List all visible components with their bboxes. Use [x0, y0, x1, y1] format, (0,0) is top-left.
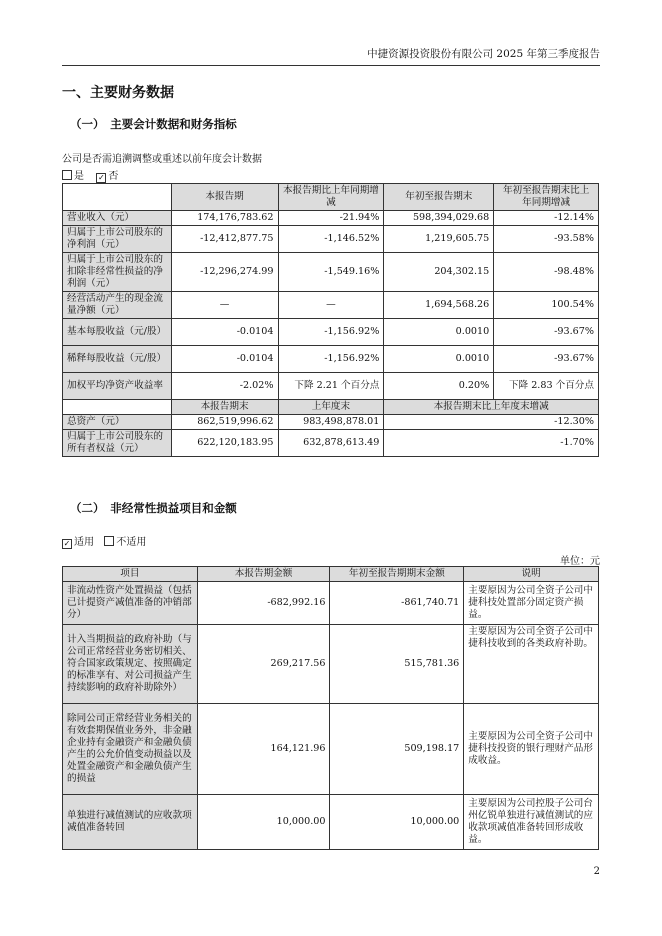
table-cell: 1,219,605.75	[384, 226, 494, 253]
table-cell: 1,694,568.26	[384, 292, 494, 319]
table-header: 本报告期末	[171, 400, 278, 415]
header-divider	[62, 65, 600, 66]
table-cell: 0.20%	[384, 373, 494, 400]
table-cell: 10,000.00	[330, 795, 464, 850]
item-label: 单独进行减值测试的应收款项减值准备转回	[63, 795, 198, 850]
subsection-title-2: （二） 非经常性损益项目和金额	[70, 501, 237, 515]
applicable-options	[62, 533, 146, 549]
table-cell: 862,519,996.62	[171, 415, 278, 430]
table-cell: -12.14%	[494, 211, 599, 226]
row-label: 稀释每股收益（元/股）	[63, 346, 172, 373]
blank-header-cell	[63, 400, 172, 415]
item-label: 除同公司正常经营业务相关的有效套期保值业务外，非金融企业持有金融资产和金融负债产生的公允价值变动损益以及处置金融资产和金融负债产生的损益	[63, 704, 198, 795]
row-label: 营业收入（元）	[63, 211, 172, 226]
page-header: 中捷资源投资股份有限公司 2025 年第三季度报告	[367, 48, 600, 60]
checkbox-applicable[interactable]: ✓	[63, 539, 71, 548]
option-no-label: 否	[108, 171, 119, 182]
row-label: 归属于上市公司股东的净利润（元）	[63, 226, 172, 253]
table-header: 说明	[464, 567, 599, 582]
section-title: 一、主要财务数据	[62, 85, 174, 101]
table-cell: 509,198.17	[330, 704, 464, 795]
note-cell: 主要原因为公司控股子公司台州亿锐单独进行减值测试的应收款项减值准备转回形成收益。	[464, 795, 599, 850]
table-cell: -93.58%	[494, 226, 599, 253]
applicable-label: 适用	[74, 537, 94, 548]
table-cell: 204,302.15	[384, 253, 494, 292]
unit-label: 单位：元	[560, 556, 600, 567]
page-number: 2	[593, 866, 600, 877]
table-cell: -2.02%	[171, 373, 278, 400]
table-cell: —	[278, 292, 384, 319]
table-cell: -1,146.52%	[278, 226, 384, 253]
note-cell: 主要原因为公司全资子公司中捷科技收到的各类政府补助。	[464, 625, 599, 704]
table-cell: -21.94%	[278, 211, 384, 226]
table-cell: -1,156.92%	[278, 346, 384, 373]
table-cell: 983,498,878.01	[278, 415, 384, 430]
table-cell: 164,121.96	[197, 704, 330, 795]
table-cell: 269,217.56	[197, 625, 330, 704]
table-header: 项目	[63, 567, 198, 582]
row-label: 基本每股收益（元/股）	[63, 319, 172, 346]
table-cell: -12,412,877.75	[171, 226, 278, 253]
table-cell: -861,740.71	[330, 582, 464, 625]
table-header: 上年度末	[278, 400, 384, 415]
row-label: 经营活动产生的现金流量净额（元）	[63, 292, 172, 319]
table-cell: -12,296,274.99	[171, 253, 278, 292]
checkbox-not-applicable[interactable]	[104, 536, 114, 546]
table-header: 本报告期金额	[197, 567, 330, 582]
subsection-title-1: （一） 主要会计数据和财务指标	[70, 117, 237, 131]
table-cell: -98.48%	[494, 253, 599, 292]
table-cell: -1.70%	[384, 430, 599, 457]
not-applicable-label: 不适用	[116, 537, 147, 548]
table-cell: -93.67%	[494, 346, 599, 373]
financial-indicators-table	[62, 183, 599, 457]
checkbox-yes[interactable]	[62, 170, 72, 180]
row-label: 总资产（元）	[63, 415, 172, 430]
table-header: 本报告期末比上年度末增减	[384, 400, 599, 415]
note-cell: 主要原因为公司全资子公司中捷科技投资的银行理财产品形成收益。	[464, 704, 599, 795]
table-header: 本报告期比上年同期增减	[278, 184, 384, 211]
table-header: 年初至报告期期末金额	[330, 567, 464, 582]
table-cell: 10,000.00	[197, 795, 330, 850]
table-cell: -1,549.16%	[278, 253, 384, 292]
table-cell: 632,878,613.49	[278, 430, 384, 457]
table-cell: 515,781.36	[330, 625, 464, 704]
table-cell: -1,156.92%	[278, 319, 384, 346]
table-cell: —	[171, 292, 278, 319]
table-cell: -682,992.16	[197, 582, 330, 625]
table-header: 年初至报告期末比上年同期增减	[494, 184, 599, 211]
note-cell: 主要原因为公司全资子公司中捷科技处置部分固定资产损益。	[464, 582, 599, 625]
row-label: 加权平均净资产收益率	[63, 373, 172, 400]
table-cell: 0.0010	[384, 319, 494, 346]
row-label: 归属于上市公司股东的所有者权益（元）	[63, 430, 172, 457]
table-cell: 下降 2.21 个百分点	[278, 373, 384, 400]
checkbox-no[interactable]: ✓	[98, 173, 105, 182]
blank-header-cell	[63, 184, 172, 211]
table-cell: 622,120,183.95	[171, 430, 278, 457]
table-cell: -0.0104	[171, 319, 278, 346]
table-cell: -0.0104	[171, 346, 278, 373]
restate-options	[62, 167, 118, 183]
non-recurring-items-table	[62, 566, 599, 850]
table-header: 本报告期	[171, 184, 278, 211]
item-label: 计入当期损益的政府补助（与公司正常经营业务密切相关、符合国家政策规定、按照确定的标准享有、对公司损益产生持续影响的政府补助除外）	[63, 625, 198, 704]
option-yes-label: 是	[74, 171, 84, 182]
table-cell: -12.30%	[384, 415, 599, 430]
row-label: 归属于上市公司股东的扣除非经常性损益的净利润（元）	[63, 253, 172, 292]
table-cell: 174,176,783.62	[171, 211, 278, 226]
item-label: 非流动性资产处置损益（包括已计提资产减值准备的冲销部分）	[63, 582, 198, 625]
table-cell: 100.54%	[494, 292, 599, 319]
table-cell: -93.67%	[494, 319, 599, 346]
restate-question: 公司是否需追溯调整或重述以前年度会计数据	[62, 154, 262, 165]
table-cell: 0.0010	[384, 346, 494, 373]
table-cell: 下降 2.83 个百分点	[494, 373, 599, 400]
table-cell: 598,394,029.68	[384, 211, 494, 226]
table-header: 年初至报告期末	[384, 184, 494, 211]
